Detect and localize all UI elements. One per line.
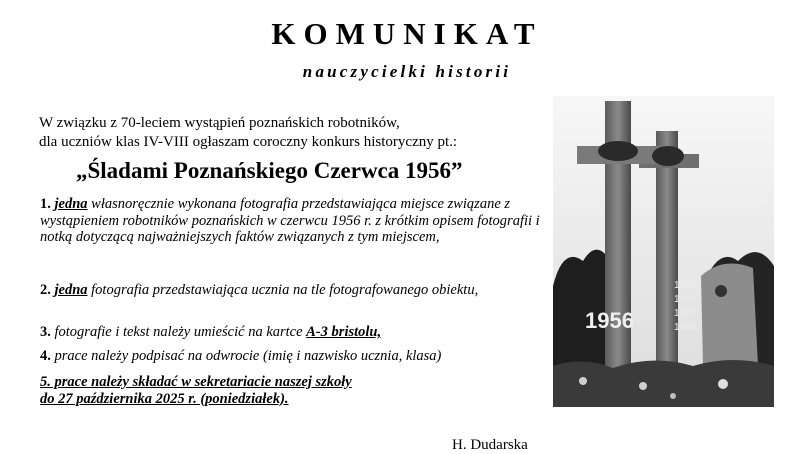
inscription-1976: 1976	[674, 294, 697, 305]
inscription-1970: 1970	[674, 308, 697, 319]
rope-front	[598, 141, 638, 161]
intro-line-1: W związku z 70-leciem wystąpień poznańskich robotników,	[39, 115, 400, 131]
rule-item-1	[40, 196, 545, 246]
rule-item-2	[40, 282, 520, 299]
intro-text	[39, 114, 457, 152]
signature: H. Dudarska	[452, 437, 528, 453]
page-subtitle: nauczycielki historii	[302, 62, 512, 81]
rule-emphasis: jedna	[54, 282, 88, 298]
rule-emphasis: A-3 bristolu,	[306, 324, 382, 340]
rule-item-4	[40, 348, 441, 365]
eagle-plaque	[701, 264, 758, 367]
rule-number: 1.	[40, 196, 51, 212]
inscription-1956: 1956	[585, 308, 634, 333]
inscription-1968: 1968	[674, 322, 697, 333]
rule-line-1: 5. prace należy składać w sekretariacie naszej szkoły	[40, 374, 352, 390]
rule-item-3	[40, 324, 381, 341]
rope-back	[652, 146, 684, 166]
rule-text: fotografia przedstawiająca ucznia na tle fotografowanego obiektu,	[87, 282, 479, 298]
inscription-1980: 1980	[674, 280, 697, 291]
page-title: KOMUNIKAT	[271, 16, 543, 51]
rule-text: własnoręcznie wykonana fotografia przedstawiająca miejsce związane z wystąpieniem robotników poznańskich w czerwcu 1956 r. z krótkim opisem fotografii i notką dotyczącą najważniejszych faktów związanych z tym miejscem,	[40, 196, 540, 245]
rule-emphasis: jedna	[54, 196, 88, 212]
rule-text: fotografie i tekst należy umieścić na kartce	[50, 324, 307, 340]
contest-title: „Śladami Poznańskiego Czerwca 1956”	[76, 158, 463, 183]
crowd-flowers	[553, 360, 774, 407]
rule-number: 3.	[40, 324, 51, 340]
intro-line-2: dla uczniów klas IV-VIII ogłaszam coroczny konkurs historyczny pt.:	[39, 134, 458, 150]
rule-item-5	[40, 374, 352, 407]
rule-line-2: do 27 października 2025 r. (poniedziałek).	[40, 390, 289, 407]
monument-photo	[553, 96, 774, 407]
rule-number: 2.	[40, 282, 51, 298]
rule-number: 4.	[40, 348, 51, 364]
rule-text: prace należy podpisać na odwrocie (imię i nazwisko ucznia, klasa)	[50, 348, 442, 364]
monument-illustration	[553, 96, 774, 407]
